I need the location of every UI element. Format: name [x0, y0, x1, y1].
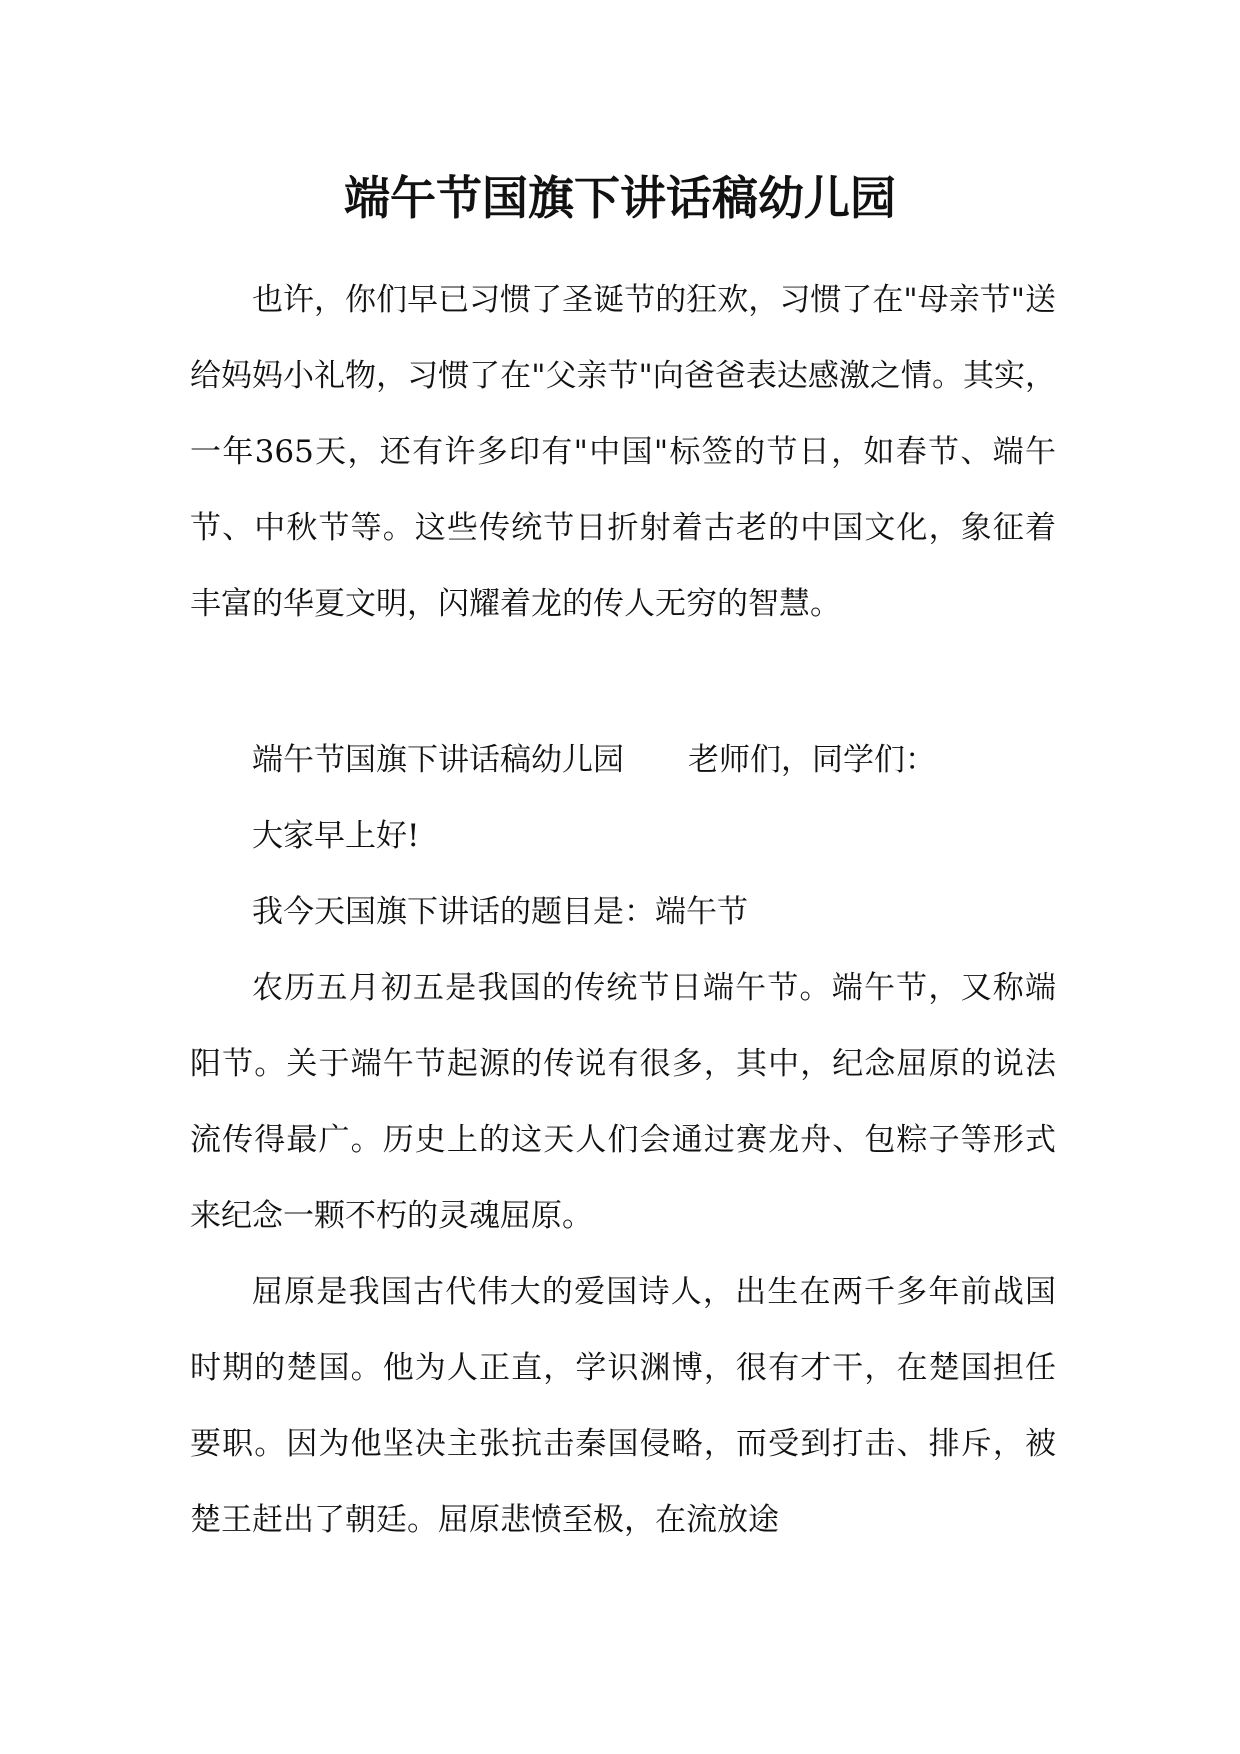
document-body — [190, 262, 1056, 1558]
paragraph-dragon-boat-origin: 农历五月初五是我国的传统节日端午节。端午节，又称端阳节。关于端午节起源的传说有很多，其中，纪念屈原的说法流传得最广。历史上的这天人们会通过赛龙舟、包粽子等形式来纪念一颗不朽的灵魂屈原。 — [190, 970, 1056, 1234]
heading-title-repeat: 端午节国旗下讲话稿幼儿园 — [252, 742, 624, 778]
greeting: 大家早上好! — [252, 818, 420, 854]
paragraph-qu-yuan: 屈原是我国古代伟大的爱国诗人，出生在两千多年前战国时期的楚国。他为人正直，学识渊博，很有才干，在楚国担任要职。因为他坚决主张抗击秦国侵略，而受到打击、排斥，被楚王赶出了朝廷。屈原悲愤至极，在流放途 — [190, 1274, 1056, 1538]
salutation: 老师们，同学们： — [688, 742, 936, 778]
topic-line: 我今天国旗下讲话的题目是：端午节 — [252, 894, 748, 930]
intro-paragraph: 也许，你们早已习惯了圣诞节的狂欢，习惯了在"母亲节"送给妈妈小礼物，习惯了在"父亲节"向爸爸表达感激之情。其实，一年365天，还有许多印有"中国"标签的节日，如春节、端午节、中秋节等。这些传统节日折射着古老的中国文化，象征着丰富的华夏文明，闪耀着龙的传人无穷的智慧。 — [190, 282, 1056, 622]
heading-line — [190, 722, 1056, 798]
document-title: 端午节国旗下讲话稿幼儿园 — [344, 171, 896, 225]
